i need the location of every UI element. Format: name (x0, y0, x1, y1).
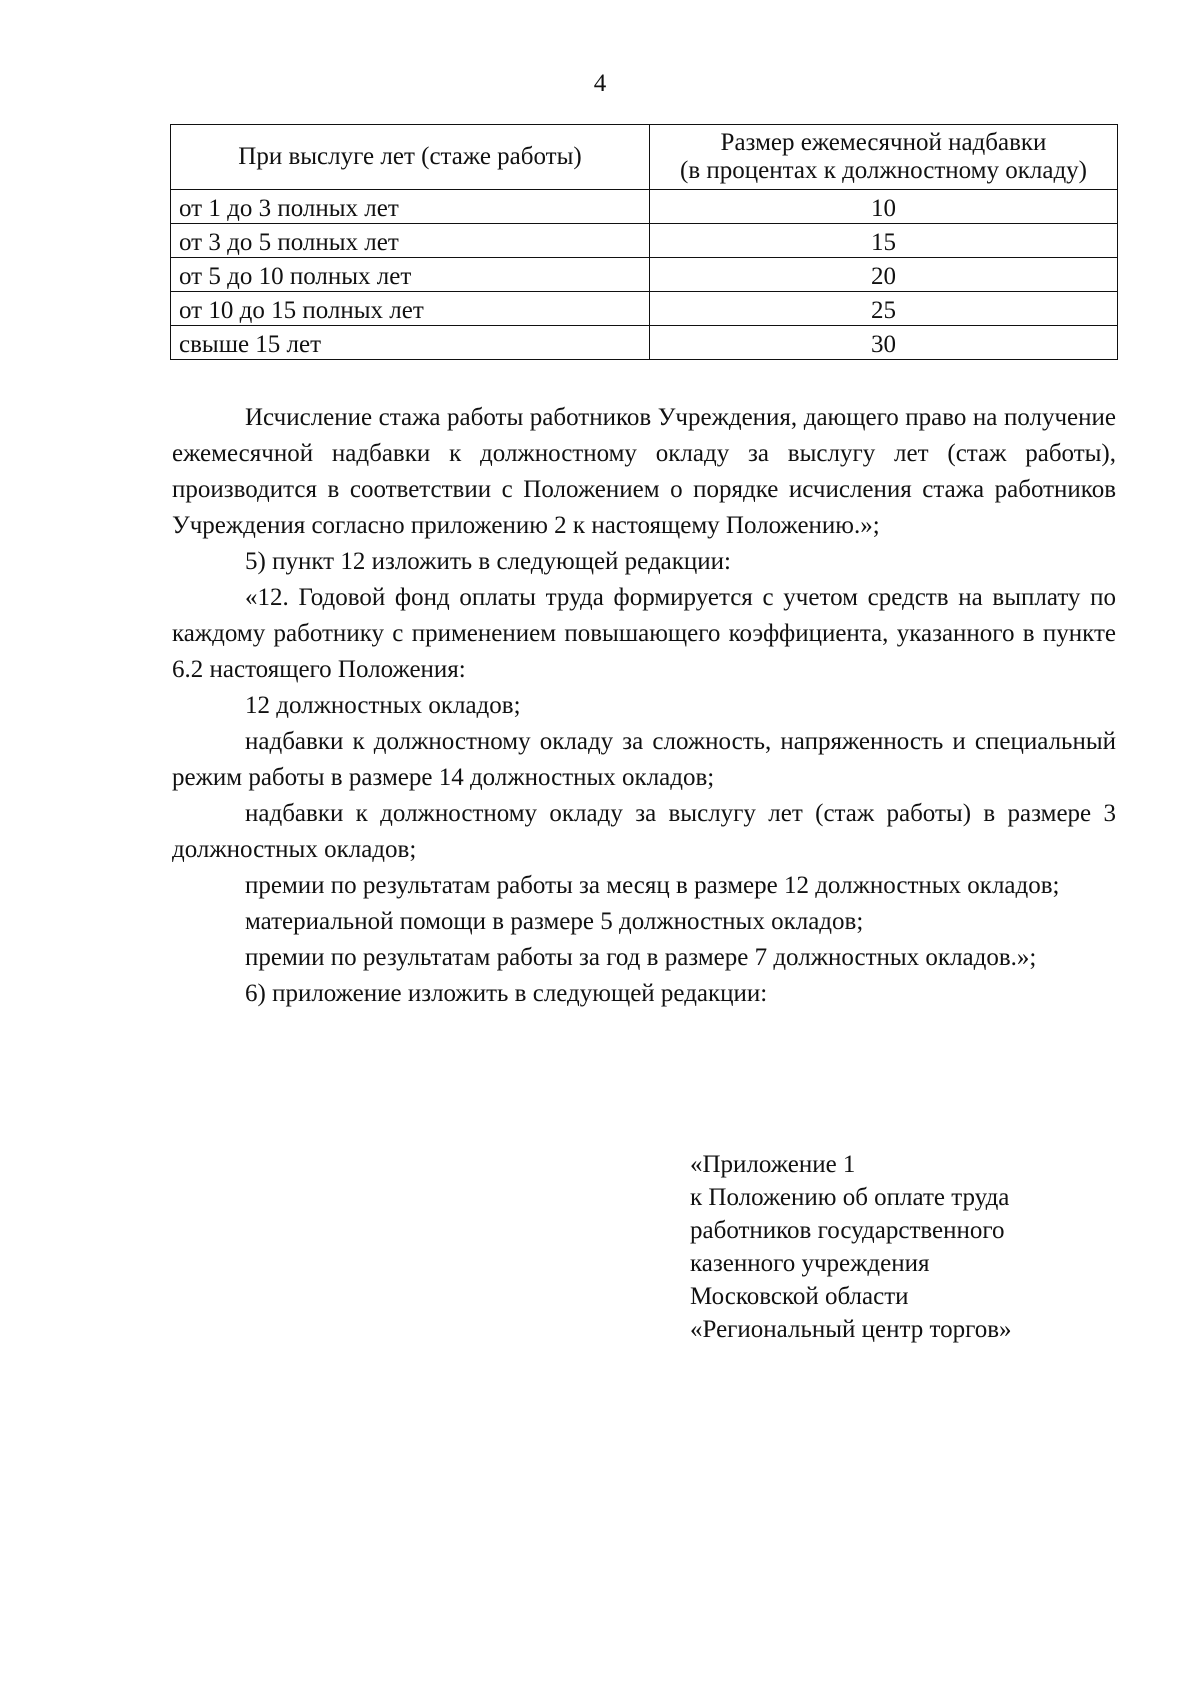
row-percent: 10 (650, 190, 1118, 224)
appendix-line: «Региональный центр торгов» (690, 1316, 1012, 1343)
paragraph-seniority-allowance: надбавки к должностному окладу за выслугу лет (стаж работы) в размере 3 должностных окладов; (172, 800, 1116, 863)
header-allowance-line1: Размер ежемесячной надбавки (720, 129, 1047, 156)
row-period: от 1 до 3 полных лет (171, 190, 650, 224)
paragraph-complexity-allowance: надбавки к должностному окладу за сложность, напряженность и специальный режим работы в размере 14 должностных окладов; (172, 728, 1116, 791)
paragraph-seniority-calculation: Исчисление стажа работы работников Учреждения, дающего право на получение ежемесячной надбавки к должностному окладу за выслугу лет (стаж работы), производится в соответствии с Положением о порядке исчисления стажа работников Учреждения согласно приложению 2 к настоящему Положению.»; (172, 404, 1116, 539)
appendix-line: Московской области (690, 1283, 909, 1310)
row-period: от 3 до 5 полных лет (171, 224, 650, 258)
appendix-line: казенного учреждения (690, 1250, 930, 1277)
appendix-line: к Положению об оплате труда (690, 1184, 1010, 1211)
header-allowance-line2: (в процентах к должностному окладу) (680, 157, 1087, 184)
paragraph-annual-bonus: премии по результатам работы за год в размере 7 должностных окладов.»; (245, 944, 1037, 971)
paragraph-item-6: 6) приложение изложить в следующей редакции: (245, 980, 768, 1007)
row-percent: 20 (650, 258, 1118, 292)
page-number: 4 (593, 70, 607, 97)
table-row (171, 258, 1118, 292)
appendix-heading (690, 1148, 1120, 1346)
paragraph-salaries: 12 должностных окладов; (245, 692, 521, 719)
body-text (172, 400, 1116, 1012)
appendix-line: «Приложение 1 (690, 1151, 856, 1178)
row-period: от 5 до 10 полных лет (171, 258, 650, 292)
header-allowance-size (650, 125, 1118, 190)
paragraph-financial-aid: материальной помощи в размере 5 должностных окладов; (245, 908, 864, 935)
header-seniority: При выслуге лет (стаже работы) (171, 125, 650, 190)
paragraph-monthly-bonus: премии по результатам работы за месяц в размере 12 должностных окладов; (245, 872, 1060, 899)
row-period: свыше 15 лет (171, 326, 650, 360)
paragraph-item-5: 5) пункт 12 изложить в следующей редакции: (245, 548, 731, 575)
seniority-allowance-table (170, 124, 1118, 360)
table-row (171, 326, 1118, 360)
table-header-row (171, 125, 1118, 190)
row-period: от 10 до 15 полных лет (171, 292, 650, 326)
row-percent: 15 (650, 224, 1118, 258)
row-percent: 25 (650, 292, 1118, 326)
table-row (171, 190, 1118, 224)
table-row (171, 292, 1118, 326)
table-row (171, 224, 1118, 258)
row-percent: 30 (650, 326, 1118, 360)
appendix-line: работников государственного (690, 1217, 1005, 1244)
paragraph-item-12: «12. Годовой фонд оплаты труда формируется с учетом средств на выплату по каждому работнику с применением повышающего коэффициента, указанного в пункте 6.2 настоящего Положения: (172, 584, 1116, 683)
